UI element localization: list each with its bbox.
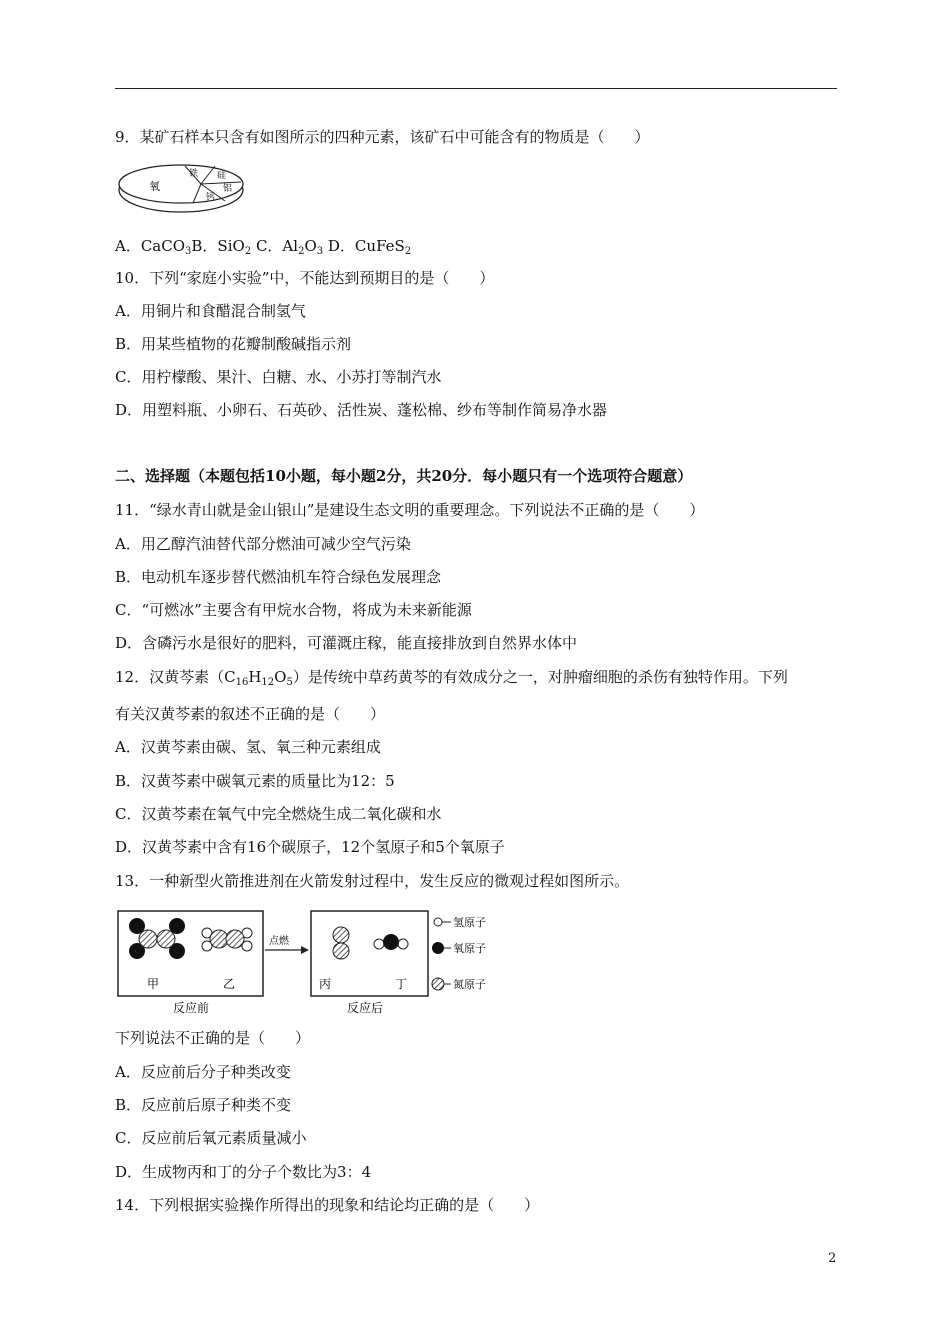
q11-stem: 11．“绿水青山就是金山银山”是建设生态文明的重要理念。下列说法不正确的是（ ）: [115, 501, 705, 519]
q10-stem: 10．下列“家庭小实验”中，不能达到预期目的是（ ）: [115, 269, 495, 287]
molecule-jia: [129, 918, 185, 959]
legend-o: 氧原子: [453, 942, 486, 955]
arrow-head: [301, 946, 309, 954]
pie-label: 氧: [149, 180, 160, 193]
pie-label: 钙: [206, 193, 216, 203]
label-before: 反应前: [173, 1001, 210, 1015]
q13-stem: 13．一种新型火箭推进剂在火箭发射过程中，发生反应的微观过程如图所示。: [115, 872, 630, 890]
header-rule: [115, 88, 837, 89]
q11-option-a: A．用乙醇汽油替代部分燃油可减少空气污染: [115, 535, 411, 553]
pie-label: 铝: [223, 184, 233, 194]
q9-stem: 9．某矿石样本只含有如图所示的四种元素，该矿石中可能含有的物质是（ ）: [115, 128, 650, 146]
pie-label: 铁: [189, 169, 199, 179]
q9-pie-figure: [115, 160, 250, 220]
q13-option-a: A．反应前后分子种类改变: [115, 1063, 291, 1081]
molecule-ding: [374, 934, 408, 950]
q10-option-d: D．用塑料瓶、小卵石、石英砂、活性炭、蓬松棉、纱布等制作简易净水器: [115, 401, 608, 419]
label-yi: 乙: [223, 977, 236, 991]
label-jia: 甲: [147, 977, 160, 991]
q14-stem: 14．下列根据实验操作所得出的现象和结论均正确的是（ ）: [115, 1196, 540, 1214]
q13-prompt: 下列说法不正确的是（ ）: [115, 1029, 311, 1047]
molecule-yi: [202, 928, 252, 951]
legend-n: 氮原子: [453, 978, 486, 991]
legend-h: 氢原子: [453, 916, 486, 929]
q13-option-c: C．反应前后氧元素质量减小: [115, 1129, 307, 1147]
arrow-label: 点燃: [269, 936, 289, 947]
label-ding: 丁: [395, 977, 408, 991]
q13-reaction-figure: [115, 906, 535, 1018]
q12-stem-cont: 有关汉黄芩素的叙述不正确的是（ ）: [115, 705, 386, 723]
q11-option-b: B．电动机车逐步替代燃油机车符合绿色发展理念: [115, 568, 442, 586]
q12-option-d: D．汉黄芩素中含有16个碳原子，12个氢原子和5个氧原子: [115, 838, 505, 856]
q11-option-c: C．“可燃冰”主要含有甲烷水合物，将成为未来新能源: [115, 601, 472, 619]
q12-option-b: B．汉黄芩素中碳氧元素的质量比为12：5: [115, 772, 395, 790]
page-number: 2: [828, 1251, 837, 1266]
q12-option-a: A．汉黄芩素由碳、氢、氧三种元素组成: [115, 738, 381, 756]
q13-option-b: B．反应前后原子种类不变: [115, 1096, 292, 1114]
q12-stem: 12．汉黄芩素$(C_{16}H_{12}O_5)$是传统中草药黄芩的有效成分之一，对肿瘤细胞的杀伤有独特作用。下列: [115, 668, 788, 688]
q9-options: A．CaCO$_3$B．SiO$_2$ C．$Al_2O_3$ D．CuFeS$_2$: [115, 237, 412, 257]
q13-option-d: D．生成物丙和丁的分子个数比为3：4: [115, 1163, 372, 1181]
q10-option-c: C．用柠檬酸、果汁、白糖、水、小苏打等制汽水: [115, 368, 442, 386]
legend: [432, 915, 486, 991]
q10-option-a: A．用铜片和食醋混合制氢气: [115, 302, 306, 320]
label-bing: 丙: [319, 977, 332, 991]
section-heading: 二、选择题（本题包括10小题，每小题2分，共20分．每小题只有一个选项符合题意）: [115, 467, 693, 485]
q10-option-b: B．用某些植物的花瓣制酸碱指示剂: [115, 335, 352, 353]
label-after: 反应后: [347, 1001, 384, 1015]
molecule-bing: [333, 927, 349, 959]
q11-option-d: D．含磷污水是很好的肥料，可灌溉庄稼，能直接排放到自然界水体中: [115, 634, 578, 652]
pie-label: 硅: [217, 171, 227, 181]
q12-option-c: C．汉黄芩素在氧气中完全燃烧生成二氧化碳和水: [115, 805, 442, 823]
